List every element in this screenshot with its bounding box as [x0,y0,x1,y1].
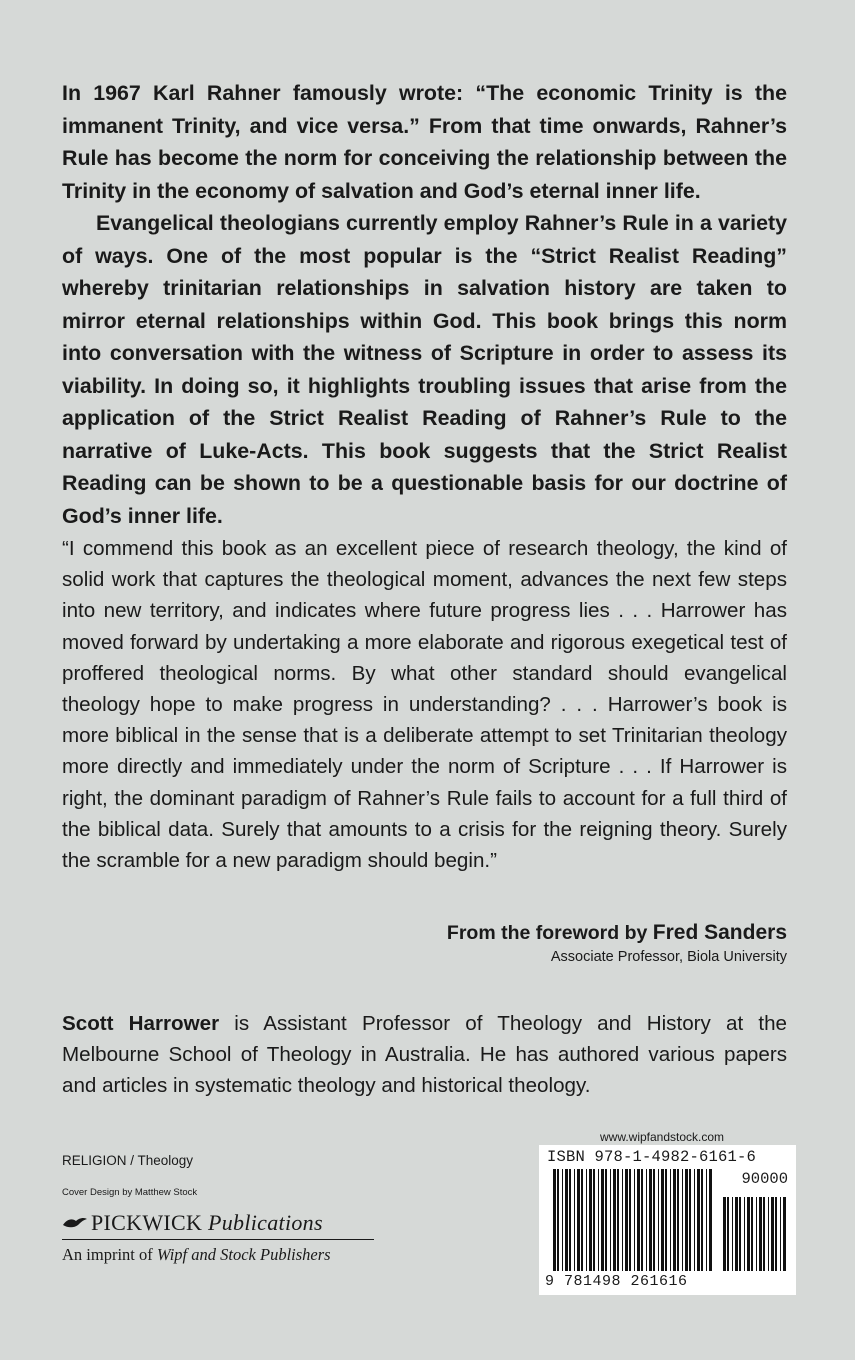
barcode-bar [574,1169,575,1271]
price-code: 90000 [741,1170,788,1188]
barcode-bar [751,1197,753,1271]
barcode-bar [629,1169,631,1271]
barcode-bar [673,1169,676,1271]
barcode-bar [747,1197,750,1271]
barcode-bar [670,1169,671,1271]
imprint-prefix: An imprint of [62,1245,157,1264]
barcode-bar [739,1197,741,1271]
publisher-name-line [62,1210,374,1236]
barcode-bar [553,1169,556,1271]
barcode-bar [637,1169,640,1271]
barcode-bar [649,1169,652,1271]
isbn-barcode [539,1145,796,1295]
barcode-bar [634,1169,635,1271]
barcode-bar [605,1169,607,1271]
barcode-bar [581,1169,583,1271]
author-bio [62,1008,787,1102]
barcode-bar [756,1197,757,1271]
barcode-bar [701,1169,703,1271]
publisher-imprint [62,1245,374,1265]
barcode-bar [557,1169,559,1271]
author-name: Scott Harrower [62,1012,220,1035]
barcode-bar [646,1169,647,1271]
barcode-bar [775,1197,777,1271]
barcode-bar [744,1197,745,1271]
barcode-bar [706,1169,707,1271]
barcode-bar [709,1169,712,1271]
barcode-bar [653,1169,655,1271]
barcode-bar [694,1169,695,1271]
book-category: RELIGION / Theology [62,1153,194,1168]
attribution-line [447,919,787,947]
cover-credit: Cover Design by Matthew Stock [62,1187,198,1198]
barcode-bar [783,1197,786,1271]
barcode-bar [723,1197,726,1271]
barcode-bar [617,1169,619,1271]
barcode-bar [601,1169,604,1271]
barcode-bar [771,1197,774,1271]
bird-icon [62,1216,88,1230]
publisher-series: Publications [208,1210,323,1235]
publisher-name: PICKWICK [91,1210,203,1235]
barcode-bar [735,1197,738,1271]
imprint-name: Wipf and Stock Publishers [156,1245,331,1264]
barcode-bar [658,1169,659,1271]
endorsement-attribution [447,919,787,967]
barcode-bar [697,1169,700,1271]
barcode-bar [732,1197,733,1271]
barcode-bar [689,1169,691,1271]
barcode-bar [685,1169,688,1271]
barcode-bar [641,1169,643,1271]
barcode-bar [665,1169,667,1271]
barcode-bar [577,1169,580,1271]
barcode-bar [677,1169,679,1271]
ean-number: 9 781498 261616 [545,1273,688,1290]
barcode-bar [610,1169,611,1271]
publisher-website: www.wipfandstock.com [600,1130,725,1144]
barcode-bar [562,1169,563,1271]
barcode-bar [768,1197,769,1271]
barcode-bar [625,1169,628,1271]
publisher-logo [62,1210,374,1265]
barcode-bar [565,1169,568,1271]
author-bio-text: is Assistant Professor of Theology and History at the Melbourne School of Theology in Australia. He has authored various papers and articles in systematic theology and historical theology. [62,1012,787,1098]
endorser-name: Fred Sanders [652,921,787,944]
publisher-divider [62,1239,374,1240]
endorser-title: Associate Professor, Biola University [550,949,787,965]
barcode-bar [780,1197,781,1271]
barcode-bar [682,1169,683,1271]
barcode-bar [589,1169,592,1271]
barcode-bar [586,1169,587,1271]
attribution-prefix: From the foreword by [446,922,653,944]
barcode-bar [661,1169,664,1271]
barcode-bar [569,1169,571,1271]
barcode-bar [763,1197,765,1271]
isbn-label: ISBN 978-1-4982-6161-6 [547,1148,757,1166]
barcode-bar [593,1169,595,1271]
barcode-bar [598,1169,599,1271]
barcode-bar [613,1169,616,1271]
barcode-bar [622,1169,623,1271]
blurb-paragraph-2: Evangelical theologians currently employ Rahner’s Rule in a variety of ways. One of the most popular is the “Strict Realist Reading” whereby trinitarian relationships in salvation history are taken to mirror eternal relationships within God. This book brings this norm into conversation with the witness of Scripture in order to assess its viability. In doing so, it highlights troubling issues that arise from the application of the Strict Realist Reading of Rahner’s Rule to the narrative of Luke-Acts. This book suggests that the Strict Realist Reading can be shown to be a questionable basis for our doctrine of God’s inner life. [62,211,787,528]
endorsement-quote: “I commend this book as an excellent piece of research theology, the kind of solid work that captures the theological moment, advances the next few steps into new territory, and indicates where future progress lies . . . Harrower has moved forward by undertaking a more elaborate and rigorous exegetical test of proffered theological norms. By what other standard should evangelical theology hope to make progress in understanding? . . . Harrower’s book is more biblical in the sense that is a deliberate attempt to set Trinitarian theology more directly and immediately under the norm of Scripture . . . If Harrower is right, the dominant paradigm of Rahner’s Rule fails to account for a full third of the biblical data. Surely that amounts to a crisis for the reigning theory. Surely the scramble for a new paradigm should begin.” [62,537,787,873]
barcode-bar [727,1197,729,1271]
blurb-paragraph-1: In 1967 Karl Rahner famously wrote: “The economic Trinity is the immanent Trinity, and vice versa.” From that time onwards, Rahner’s Rule has become the norm for conceiving the relationship between the Trinity in the economy of salvation and God’s eternal inner life. [62,81,787,203]
barcode-bar [759,1197,762,1271]
